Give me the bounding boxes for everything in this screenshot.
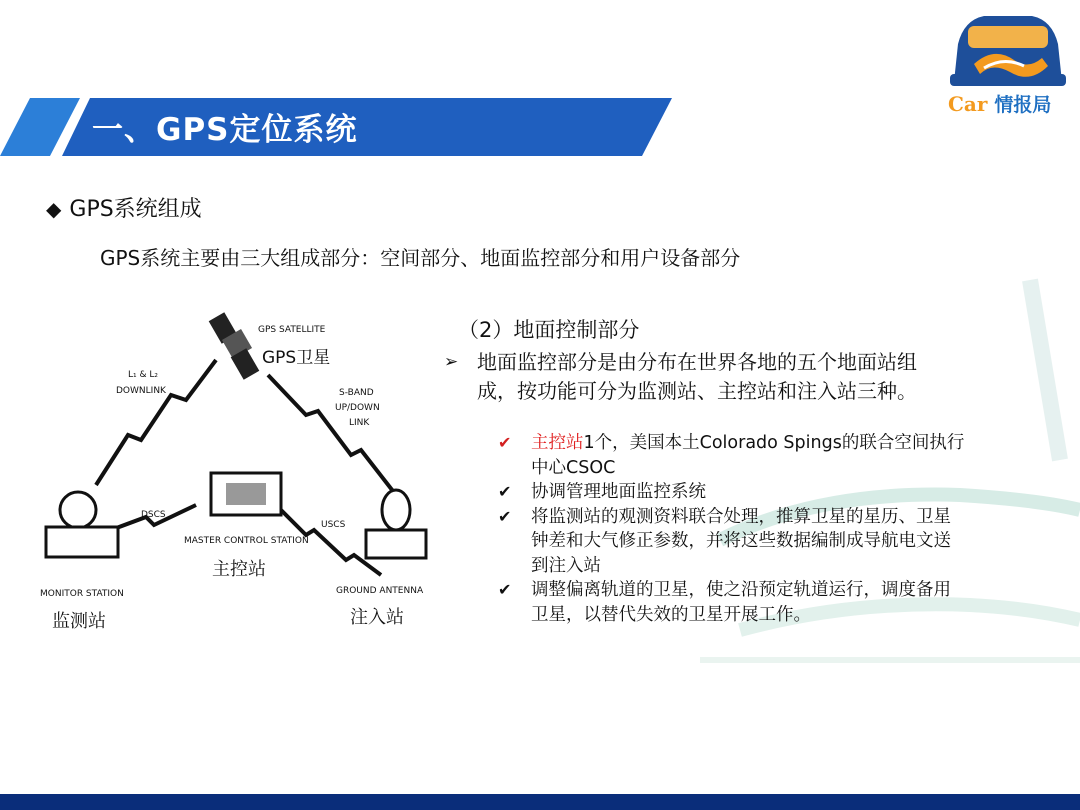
list-item: ✔ 调整偏离轨道的卫星，使之沿预定轨道运行，调度备用卫星，以替代失效的卫星开展工作。 (498, 580, 951, 625)
svg-text:S-BAND: S-BAND (339, 388, 374, 398)
check-icon: ✔ (498, 580, 512, 599)
svg-text:注入站: 注入站 (350, 607, 404, 628)
svg-text:DSCS: DSCS (141, 510, 166, 520)
svg-text:MONITOR STATION: MONITOR STATION (40, 589, 124, 599)
svg-text:GPS SATELLITE: GPS SATELLITE (258, 325, 326, 335)
check-icon: ✔ (498, 506, 512, 526)
svg-text:监测站: 监测站 (52, 611, 106, 632)
master-control-station-icon (211, 473, 281, 515)
sband-bolt (268, 375, 396, 495)
list-item: ✔ 主控站1个，美国本土Colorado Spings的联合空间执行中心CSOC (498, 433, 965, 478)
gps-ground-segment-diagram (36, 305, 436, 640)
svg-text:GROUND ANTENNA: GROUND ANTENNA (336, 586, 424, 596)
check-list (498, 431, 968, 627)
ground-antenna-icon (366, 490, 426, 558)
svg-text:DOWNLINK: DOWNLINK (116, 386, 166, 396)
list-item: ✔ 协调管理地面监控系统 (498, 480, 968, 505)
svg-text:LINK: LINK (349, 418, 370, 428)
footer-bar (0, 794, 1080, 810)
logo-text: Car 情报局 (948, 92, 1052, 116)
list-item: ✔ 将监测站的观测资料联合处理，推算卫星的星历、卫星钟差和大气修正参数，并将这些数据编制成导航电文送到注入站 (498, 506, 951, 576)
svg-text:UP/DOWN: UP/DOWN (335, 403, 380, 413)
intro-text: GPS系统主要由三大组成部分：空间部分、地面监控部分和用户设备部分 (100, 246, 741, 270)
check-icon: ✔ (498, 482, 512, 501)
subsection-title: （2）地面控制部分 (458, 318, 640, 342)
diamond-bullet-icon: ◆ (46, 197, 62, 221)
check-icon: ✔ (498, 433, 512, 452)
svg-text:主控站: 主控站 (212, 559, 266, 580)
svg-text:L₁ & L₂: L₁ & L₂ (128, 370, 158, 380)
monitor-station-icon (46, 492, 118, 557)
svg-text:USCS: USCS (321, 520, 346, 530)
arrow-bullet-icon: ➢ (444, 352, 459, 372)
main-bullet (444, 348, 944, 406)
page-title: 一、GPS定位系统 (92, 112, 358, 148)
main-bullet-text: 地面监控部分是由分布在世界各地的五个地面站组成，按功能可分为监测站、主控站和注入站三种。 (477, 350, 917, 403)
satellite-icon (209, 312, 260, 380)
svg-text:GPS卫星: GPS卫星 (262, 348, 331, 368)
section-heading: ◆ GPS系统组成 (46, 197, 202, 222)
svg-text:MASTER CONTROL STATION: MASTER CONTROL STATION (184, 536, 309, 546)
